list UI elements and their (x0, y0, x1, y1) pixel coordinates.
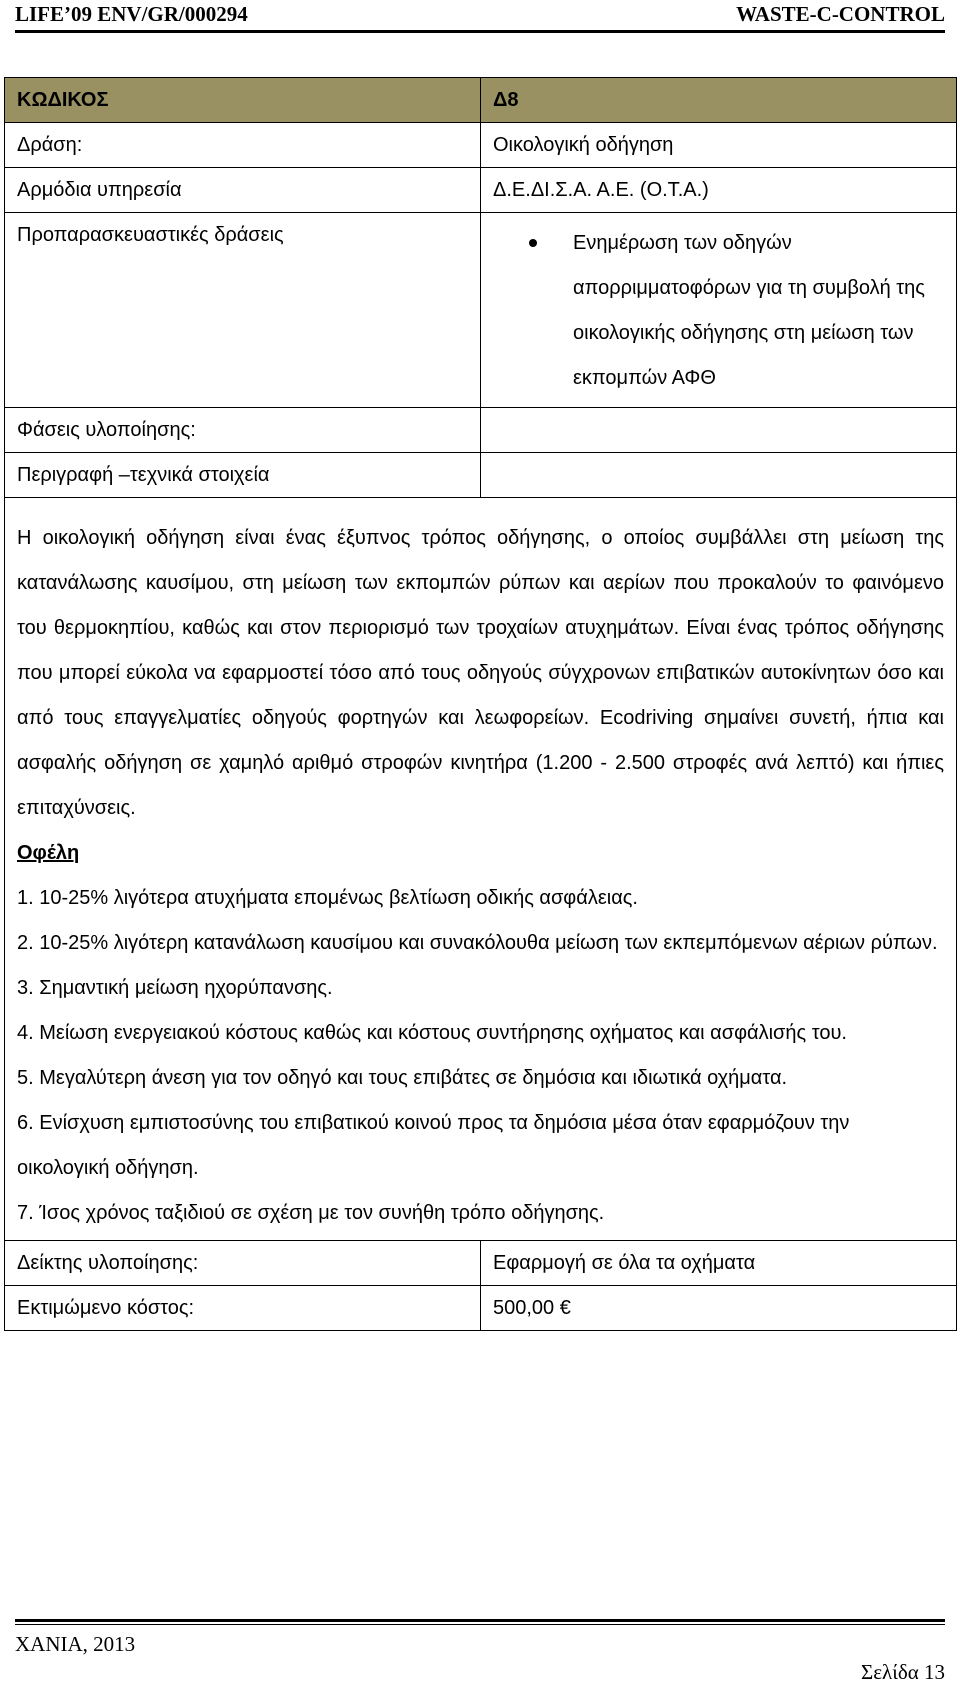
preparatory-actions-list (493, 221, 944, 401)
description-text: Η οικολογική οδήγηση είναι ένας έξυπνος τρόπος οδήγησης, ο οποίος συμβάλλει στη μείωση της κατανάλωσης καυσίμου, στη μείωση των εκπομπών ρύπων και αερίων που προκαλούν το φαινόμενο του θερμοκηπίου, καθώς και στον περιορισμό των τροχαίων ατυχημάτων. Είναι ένας τρόπος οδήγησης που μπορεί εύκολα να εφαρμοστεί τόσο από τους οδηγούς σύγχρονων επιβατικών αυτοκίνητων όσο και από τους επαγγελματίες οδηγούς φορτηγών και λεωφορείων. Ecodriving σημαίνει συνετή, ήπια και ασφαλής οδήγηση σε χαμηλό αριθμό στροφών κινητήρα (1.200 - 2.500 στροφές ανά λεπτό) και ήπιες επιταχύνσεις. (17, 527, 944, 819)
header-project-name: WASTE-C-CONTROL (736, 2, 945, 26)
indicator-value: Εφαρμογή σε όλα τα οχήματα (481, 1241, 957, 1286)
preparatory-actions-label: Προπαρασκευαστικές δράσεις (5, 213, 481, 408)
action-sheet-table (4, 77, 957, 1331)
code-value: Δ8 (481, 78, 957, 123)
agency-label: Αρμόδια υπηρεσία (5, 168, 481, 213)
description-body (5, 498, 957, 1241)
description-label: Περιγραφή –τεχνικά στοιχεία (5, 453, 481, 498)
preparatory-actions-value (481, 213, 957, 408)
cost-row (5, 1286, 957, 1331)
list-item: Ενημέρωση των οδηγών απορριμματοφόρων για τη συμβολή της οικολογικής οδήγησης στη μείωση των εκπομπών ΑΦΘ (573, 221, 944, 401)
footer-page-number: Σελίδα 13 (860, 1660, 945, 1684)
cost-value: 500,00 € (481, 1286, 957, 1331)
agency-row (5, 168, 957, 213)
phases-value (481, 408, 957, 453)
benefit-item: 2. 10-25% λιγότερη κατανάλωση καυσίμου και συνακόλουθα μείωση των εκπεμπόμενων αέριων ρύπων. (17, 932, 938, 954)
table-header-row (5, 78, 957, 123)
action-row (5, 123, 957, 168)
benefit-item: 5. Μεγαλύτερη άνεση για τον οδηγό και τους επιβάτες σε δημόσια και ιδιωτικά οχήματα. (17, 1067, 788, 1089)
indicator-row (5, 1241, 957, 1286)
cost-label: Εκτιμώμενο κόστος: (5, 1286, 481, 1331)
header-project-code: LIFE’09 ENV/GR/000294 (15, 2, 248, 26)
code-label: ΚΩΔΙΚΟΣ (5, 78, 481, 123)
indicator-label: Δείκτης υλοποίησης: (5, 1241, 481, 1286)
footer-location-year: ΧΑΝΙΑ, 2013 (15, 1632, 136, 1656)
agency-value: Δ.Ε.ΔΙ.Σ.Α. Α.Ε. (Ο.Τ.Α.) (481, 168, 957, 213)
benefit-item: 1. 10-25% λιγότερα ατυχήματα επομένως βελτίωση οδικής ασφάλειας. (17, 887, 638, 909)
action-value: Οικολογική οδήγηση (481, 123, 957, 168)
header-rule (15, 30, 945, 33)
phases-row (5, 408, 957, 453)
description-body-row (5, 498, 957, 1241)
footer-rule-thick (15, 1619, 945, 1622)
page-header (15, 0, 945, 32)
preparatory-actions-row (5, 213, 957, 408)
benefit-item: 7. Ίσος χρόνος ταξιδιού σε σχέση με τον συνήθη τρόπο οδήγησης. (17, 1202, 605, 1224)
phases-label: Φάσεις υλοποίησης: (5, 408, 481, 453)
benefit-item: 3. Σημαντική μείωση ηχορύπανσης. (17, 977, 333, 999)
benefit-item: 4. Μείωση ενεργειακού κόστους καθώς και κόστους συντήρησης οχήματος και ασφάλισής του. (17, 1022, 847, 1044)
benefits-title: Οφέλη (17, 842, 80, 864)
description-row (5, 453, 957, 498)
benefit-item: 6. Ενίσχυση εμπιστοσύνης του επιβατικού κοινού προς τα δημόσια μέσα όταν εφαρμόζουν την οικολογική οδήγηση. (17, 1112, 850, 1179)
footer-rule-thin (15, 1624, 945, 1625)
description-value (481, 453, 957, 498)
action-label: Δράση: (5, 123, 481, 168)
